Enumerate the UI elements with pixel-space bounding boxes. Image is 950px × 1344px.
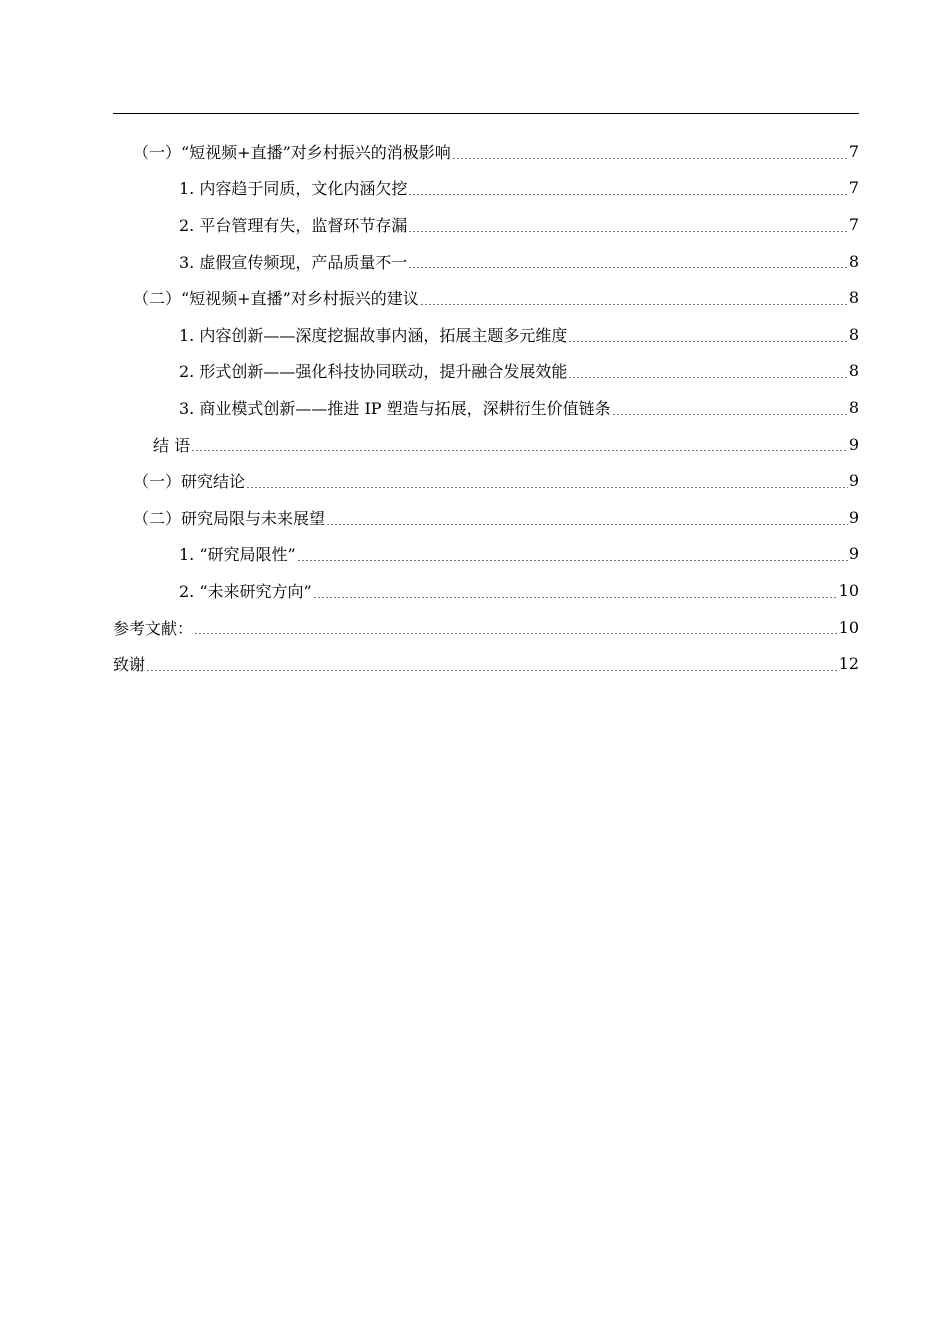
toc-entry-page: 8 — [848, 288, 859, 308]
toc-entry-page: 10 — [838, 580, 859, 600]
toc-entry-page: 7 — [848, 214, 859, 234]
toc-entry-page: 10 — [838, 617, 859, 637]
toc-entry-page: 9 — [848, 507, 859, 527]
toc-leader-dots — [246, 487, 848, 488]
toc-entry-title: 2. 平台管理有失，监督环节存漏 — [179, 215, 408, 235]
toc-entry-page: 8 — [848, 397, 859, 417]
toc-entry-page: 9 — [848, 434, 859, 454]
toc-leader-dots — [420, 304, 848, 305]
toc-leader-dots — [568, 377, 847, 378]
toc-entry-title: 3. 虚假宣传频现，产品质量不一 — [179, 252, 408, 272]
toc-entry[interactable] — [113, 170, 859, 207]
toc-leader-dots — [612, 414, 848, 415]
toc-entry[interactable] — [113, 426, 859, 463]
toc-entry-page: 7 — [848, 141, 859, 161]
header-rule — [113, 113, 859, 114]
toc-entry-title: （一）“短视频+直播”对乡村振兴的消极影响 — [133, 142, 451, 162]
toc-entry-title: 1. 内容趋于同质，文化内涵欠挖 — [179, 179, 408, 199]
toc-leader-dots — [326, 524, 848, 525]
toc-entry-page: 8 — [848, 361, 859, 381]
toc-leader-dots — [194, 633, 838, 634]
toc-leader-dots — [568, 341, 847, 342]
toc-entry-title: 结 语 — [153, 435, 191, 455]
toc-entry[interactable] — [113, 462, 859, 499]
toc-entry-title: 致谢 — [113, 655, 146, 675]
toc-entry[interactable] — [113, 572, 859, 609]
toc-leader-dots — [313, 597, 838, 598]
toc-entry[interactable] — [113, 536, 859, 573]
toc-entry[interactable] — [113, 353, 859, 390]
toc-entry-page: 8 — [848, 251, 859, 271]
toc-entry-page: 8 — [848, 324, 859, 344]
toc-leader-dots — [146, 670, 838, 671]
toc-entry-title: （一）研究结论 — [133, 472, 246, 492]
toc-entry[interactable] — [113, 133, 859, 170]
toc-entry-title: 1. “研究局限性” — [179, 545, 296, 565]
toc-entry-title: 参考文献： — [113, 618, 194, 638]
toc-entry[interactable] — [113, 609, 859, 646]
toc-leader-dots — [191, 450, 848, 451]
toc-entry-title: 2. “未来研究方向” — [179, 581, 312, 601]
toc-entry-page: 9 — [848, 471, 859, 491]
toc-entry[interactable] — [113, 389, 859, 426]
toc-entry-page: 12 — [838, 654, 859, 674]
toc-entry-page: 7 — [848, 178, 859, 198]
toc-entry-title: 1. 内容创新——深度挖掘故事内涵，拓展主题多元维度 — [179, 325, 568, 345]
toc-entry-page: 9 — [848, 544, 859, 564]
toc-leader-dots — [408, 267, 847, 268]
toc-entry-title: 3. 商业模式创新——推进 IP 塑造与拓展，深耕衍生价值链条 — [179, 398, 611, 418]
toc-entry[interactable] — [113, 316, 859, 353]
toc-leader-dots — [297, 560, 848, 561]
toc-entry[interactable] — [113, 279, 859, 316]
toc-entry-title: 2. 形式创新——强化科技协同联动，提升融合发展效能 — [179, 362, 568, 382]
toc-entry-title: （二）研究局限与未来展望 — [133, 508, 326, 528]
toc-entry[interactable] — [113, 645, 859, 682]
toc-entry[interactable] — [113, 206, 859, 243]
toc-leader-dots — [452, 158, 848, 159]
toc-entry-title: （二）“短视频+直播”对乡村振兴的建议 — [133, 289, 419, 309]
toc-leader-dots — [408, 231, 847, 232]
table-of-contents — [113, 133, 859, 682]
toc-entry[interactable] — [113, 243, 859, 280]
toc-entry[interactable] — [113, 499, 859, 536]
toc-leader-dots — [408, 194, 847, 195]
